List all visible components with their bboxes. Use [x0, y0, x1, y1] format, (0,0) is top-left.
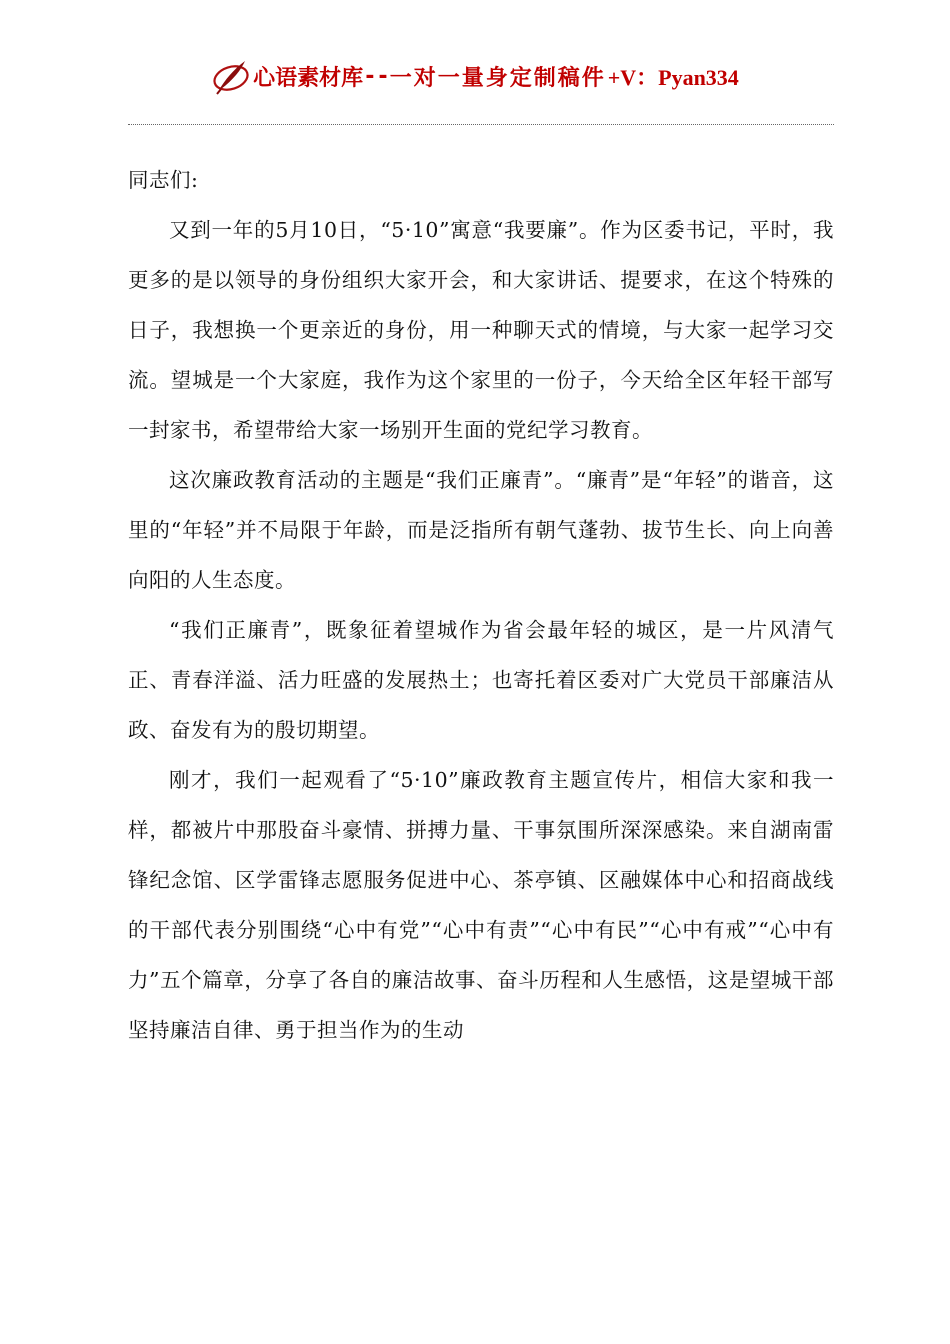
salutation: 同志们:: [128, 168, 199, 192]
paragraph-2: 这次廉政教育活动的主题是“我们正廉青”。“廉青”是“年轻”的谐音，这里的“年轻”并不局限于年龄，而是泛指所有朝气蓬勃、拔节生长、向上向善向阳的人生态度。: [128, 468, 834, 592]
paragraph-3: “我们正廉青”，既象征着望城作为省会最年轻的城区，是一片风清气正、青春洋溢、活力旺盛的发展热土；也寄托着区委对广大党员干部廉洁从政、奋发有为的殷切期望。: [128, 618, 834, 742]
header-banner: [211, 56, 739, 96]
paragraph-1: 又到一年的5月10日，“5·10”寓意“我要廉”。作为区委书记，平时，我更多的是以领导的身份组织大家开会，和大家讲话、提要求，在这个特殊的日子，我想换一个更亲近的身份，用一种聊天式的情境，与大家一起学习交流。望城是一个大家庭，我作为这个家里的一份子，今天给全区年轻干部写一封家书，希望带给大家一场别开生面的党纪学习教育。: [128, 218, 834, 442]
document-body: [128, 155, 834, 1055]
brand-name: 心语素材库: [253, 64, 364, 91]
paragraph-4: 刚才，我们一起观看了“5·10”廉政教育主题宣传片，相信大家和我一样，都被片中那股奋斗豪情、拼搏力量、干事氛围所深深感染。来自湖南雷锋纪念馆、区学雷锋志愿服务促进中心、茶亭镇、区融媒体中心和招商战线的干部代表分别围绕“心中有党”“心中有责”“心中有民”“心中有戒”“心中有力”五个篇章，分享了各自的廉洁故事、奋斗历程和人生感悟，这是望城干部坚持廉洁自律、勇于担当作为的生动: [128, 768, 834, 1042]
header-separator: --: [363, 63, 390, 89]
header-contact: +V：Pyan334: [607, 64, 739, 90]
header-divider: [128, 124, 834, 125]
header-tagline: 一对一量身定制稿件: [389, 64, 606, 91]
page-header: [0, 56, 950, 106]
quill-pen-icon: [211, 56, 251, 96]
